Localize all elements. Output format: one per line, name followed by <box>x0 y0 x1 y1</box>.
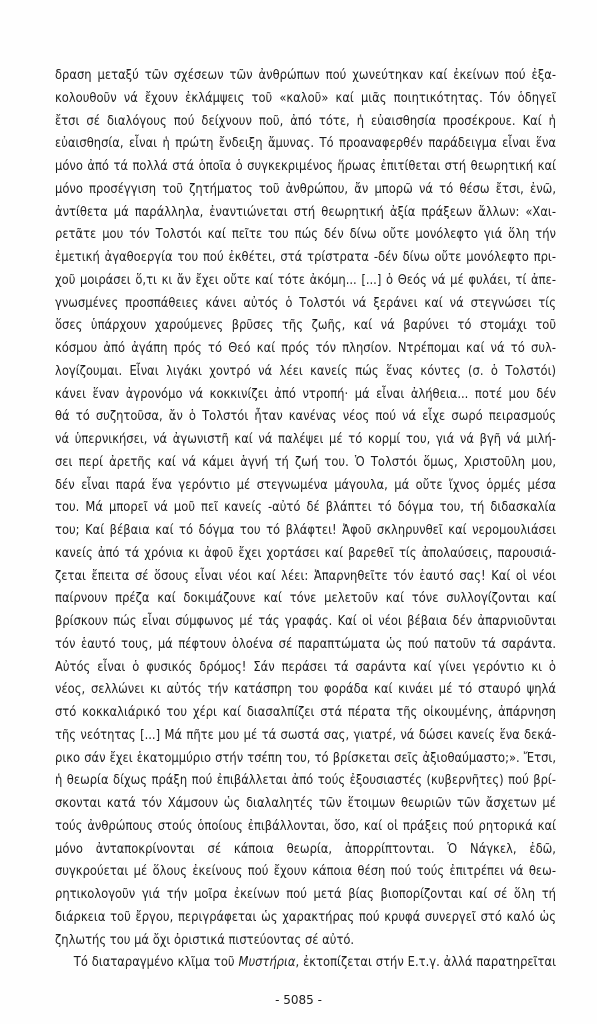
text-line: κόσμου ἀπό ἀγάπη πρός τό Θεό καί πρός τόν πλησίον. Ντρέπομαι καί νά τό συλ- <box>55 340 556 356</box>
text-line: ἔτσι σέ διαλόγους πού δείχνουν ποῦ, ἀπό τότε, ἡ εὐαισθησία προσέκρουε. Καί ἡ <box>55 112 556 129</box>
paragraph-first-line <box>55 951 556 974</box>
line-text-after-title: , ἐκτοπίζεται στήν Ε.τ.γ. ἀλλά παρατηρεῖται <box>295 954 556 971</box>
text-line: ὅσες ὑπάρχουν χαρούμενες βρῦσες τῆς ζωῆς, καί νά βαρύνει τό στομάχι τοῦ <box>55 317 556 334</box>
text-line: κολουθοῦν νά ἔχουν ἐκλάμψεις τοῦ «καλοῦ» καί μιᾶς ποιητικότητας. Τόν ὁδηγεῖ <box>55 89 556 106</box>
text-line: συγκρούεται μέ ὅλους ἐκείνους πού ἔχουν κάποια θέση πού τούς ἐπιτρέπει νά θεω- <box>55 863 556 880</box>
text-line: βρίσκουν πώς εἶναι σύμφωνος μέ τάς γραφάς. Καί οἱ νέοι βέβαια δέν ἀπαρνιοῦνται <box>55 613 556 629</box>
text-line: γνωσμένες προσπάθειες κάνει αὐτός ὁ Τολστόι νά ξεράνει καί νά στεγνώσει τίς <box>55 294 556 311</box>
text-line: στό κοκκαλιάρικό του χέρι καί διασαλπίζει στά πέρατα τῆς οἰκουμένης, ἀπάρνηση <box>55 704 556 720</box>
text-line: του. Μά μπορεῖ νά μοῦ πεῖ κανείς -αὐτό δέ βλάπτει τό δόγμα του, τή διδασκαλία <box>55 499 556 516</box>
text-line: ζεται ἔπειτα σέ ὅσους εἶναι νέοι καί λέει: Ἀπαρνηθεῖτε τόν ἑαυτό σας! Καί οἱ νέοι <box>55 567 556 584</box>
text-line: σει περί ἀρετῆς καί νά κάμει ἁγνή τή ζωή του. Ὁ Τολστόι ὅμως, Χριστοῦλη μου, <box>55 453 556 470</box>
text-line: χοῦ μοιράσει ὅ,τι κι ἄν ἔχει οὔτε καί τότε ἀκόμη... [...] ὁ Θεός νά μέ φυλάει, τί ἀπε- <box>55 271 556 288</box>
text-line: νά ὑπερνικήσει, νά ἀγωνιστῆ καί νά παλέψει μέ τό κορμί του, γιά νά βγῆ νά μιλή- <box>55 431 556 447</box>
text-line: θά τό συζητοῦσα, ἄν ὁ Τολστόι ἦταν κανένας νέος πού νά εἶχε σωρό πειρασμούς <box>55 408 556 425</box>
text-line: ρητικολογοῦν γιά τήν μοῖρα ἐκείνων πού μετά βίας βιοπορίζονται καί σέ ὅλη τή <box>55 886 556 902</box>
text-line: ἐμετική ἀγαθοεργία του πού ἐκθέτει, στά τρίστρατα -δέν δίνω οὔτε μονόλεφτο πρι- <box>55 249 556 265</box>
text-line: κανείς ἀπό τά χρόνια κι ἀφοῦ ἔχει χορτάσει καί βαρεθεῖ τίς ἀπολαύσεις, παρουσιά- <box>55 544 556 561</box>
text-line: τούς ἀνθρώπους στούς ὁποίους ἐπιβάλλονται, ὅσο, καί οἱ πράξεις πού ρητορικά καί <box>55 817 556 834</box>
book-title-italic: Μυστήρια <box>238 954 296 971</box>
body-text <box>55 64 556 974</box>
text-line: του; Καί βέβαια καί τό δόγμα του τό βλάφτει! Ἀφοῦ σκληρυνθεῖ καί νερομουλιάσει <box>55 522 556 538</box>
text-line: ρικο σάν ἔχει ἑκατομμύριο στήν τσέπη του, τό βρίσκεται σεῖς ἀξιοθαύμαστο;». Ἔτσι, <box>55 749 556 766</box>
text-line: μόνο προσέγγιση τοῦ ζητήματος τοῦ ἀνθρώπου, ἄν μπορῶ νά τό θέσω ἔτσι, ἐνῶ, <box>55 180 556 197</box>
text-line: ἀντίθετα μά παράλληλα, ἐναντιώνεται στή θεωρητική ἀξία πράξεων ἄλλων: «Χαι- <box>55 203 556 220</box>
text-line: διάρκεια τοῦ ἔργου, περιγράφεται ὡς χαρακτήρας πού κρυφά συνεργεῖ στό καλό ὡς <box>55 908 556 925</box>
text-line: λογίζουμαι. Εἶναι λιγάκι χοντρό νά λέει κανείς πώς ἕνας κόντες (σ. ὁ Τολστόι) <box>55 362 556 379</box>
text-line: μόνο ἀνταποκρίνονται σέ κάποια θεωρία, ἀπορρίπτονται. Ὁ Νάγκελ, ἐδῶ, <box>55 840 556 857</box>
text-line: νέος, σελλώνει κι αὐτός τήν κατάσπρη του φοράδα καί κινάει μέ τό σταυρό ψηλά <box>55 681 556 698</box>
text-line: μόνο ἀπό τά πολλά στά ὁποῖα ὁ συγκεκριμένος ἥρωας ἐπιτίθεται στή θεωρητική καί <box>55 158 556 174</box>
text-line: σκονται κατά τόν Χάμσουν ὡς διαλαλητές τῶν ἕτοιμων θεωριῶν τῶν ἄσχετων μέ <box>55 795 556 811</box>
paragraph-end-line: ζηλωτής του μά ὄχι ὀριστικά πιστεύοντας σέ αὐτό. <box>55 931 355 948</box>
text-line: παίρνουν πρέζα καί δοκιμάζουνε καί τόνε μελετοῦν καί τόνε συλλογίζονται καί <box>55 590 556 607</box>
text-line: τῆς νεότητας [...] Μά πῆτε μου μέ τά σωστά σας, γιατρέ, νά δώσει κανείς ἕνα δεκά- <box>55 726 556 743</box>
text-line: εὐαισθησία, εἶναι ἡ πρώτη ἔνδειξη ἄμυνας. Τό προαναφερθέν παράδειγμα εἶναι ἕνα <box>55 135 556 152</box>
text-line: δραση μεταξύ τῶν σχέσεων τῶν ἀνθρώπων πού χωνεύτηκαν καί ἐκείνων πού ἐξα- <box>55 67 556 83</box>
page-number: - 5085 - <box>275 993 322 1007</box>
text-line: κάνει ἕναν ἀγρονόμο νά κοκκινίζει ἀπό ντροπή· μά εἶναι ἀλήθεια... ποτέ μου δέν <box>55 385 556 402</box>
text-line: ἡ θεωρία δίχως πράξη πού ἐπιβάλλεται ἀπό τούς ἐξουσιαστές (κυβερνῆτες) πού βρί- <box>55 772 556 789</box>
text-line: τόν ἑαυτό τους, μά πέφτουν ὁλοένα σέ παραπτώματα ὡς πού πατοῦν τά σαράντα. <box>55 635 556 652</box>
line-text-before-title: Τό διαταραγμένο κλῖμα τοῦ <box>73 954 239 971</box>
text-line: ρετᾶτε μου τόν Τολστόι καί πεῖτε του πώς δέν δίνω οὔτε μονόλεφτο γιά ὅλη τήν <box>55 226 556 243</box>
text-line: Αὐτός εἶναι ὁ φυσικός δρόμος! Σάν περάσει τά σαράντα καί γίνει γερόντιο κι ὁ <box>55 658 556 675</box>
text-line: δέν εἶναι παρά ἕνα γερόντιο μέ στεγνωμένα μάγουλα, μά οὔτε ἴχνος ὁρμές μέσα <box>55 476 556 493</box>
